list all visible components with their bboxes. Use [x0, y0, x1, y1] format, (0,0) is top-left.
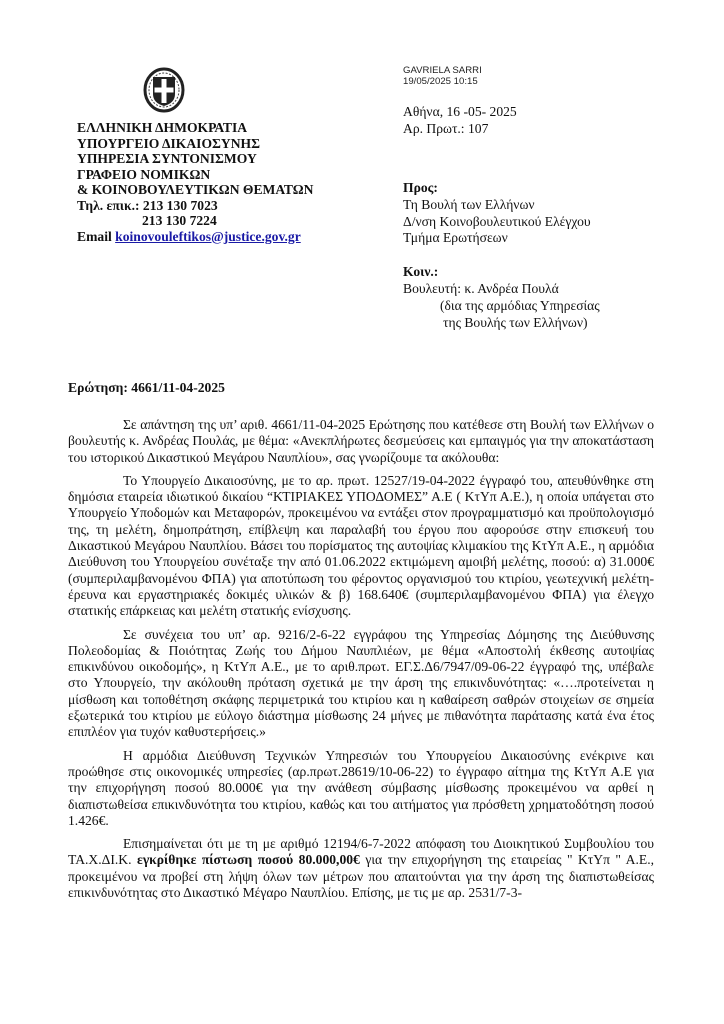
to-line: Τμήμα Ερωτήσεων	[403, 230, 508, 246]
org-line: ΥΠΗΡΕΣΙΑ ΣΥΝΤΟΝΙΣΜΟΥ	[77, 151, 257, 166]
email-line	[77, 229, 313, 245]
paragraph	[68, 836, 654, 901]
stamp-datetime: 19/05/2025 10:15	[403, 76, 478, 87]
paragraph: Σε συνέχεια του υπ’ αρ. 9216/2-6-22 εγγράφου της Υπηρεσίας Δόμησης της Διεύθυνσης Πολεοδομίας & Ποιότητας Ζωής του Δήμου Ναυπλιέων, με θέμα «Αποστολή έκθεσης αυτοψίας επικινδύνου οικοδομής», η ΚτΥπ Α.Ε., με το αριθ.πρωτ. ΕΓ.Σ.Δ6/7947/09-06-22 έγγραφό της, υπέβαλε στο Υπουργείο, την ακόλουθη πρόταση σχετικά με την άρση της επικινδυνότητας: «….προτείνεται η μίσθωση και τοποθέτηση σκάφης περιμετρικά του κτιρίου και η καθαίρεση σαθρών στοιχείων σε σημεία εξωτερικά του κτιρίου με εύλογο διάστημα μίσθωσης 24 μήνες με πιθανότητα παράτασης κατά ένα έτος επιπλέον για τυχόν καθυστερήσεις.»	[68, 626, 654, 740]
paragraph-text: Επισημαίνεται ότι με τη με αριθμό 12194/6-7-2022 απόφαση του Διοικητικού Συμβουλίου του ΤΑ.Χ.ΔΙ.Κ.	[68, 836, 654, 868]
issuing-authority	[77, 120, 313, 244]
org-line: ΥΠΟΥΡΓΕΙΟ ΔΙΚΑΙΟΣΥΝΗΣ	[77, 135, 261, 151]
cc-line: Βουλευτή: κ. Ανδρέα Πουλά	[403, 280, 559, 296]
question-title: Ερώτηση: 4661/11-04-2025	[68, 380, 225, 395]
org-line: ΓΡΑΦΕΙΟ ΝΟΜΙΚΩΝ	[77, 166, 211, 182]
paragraph-text: για την επιχορήγηση της εταιρείας " ΚτΥπ " Α.Ε., προκειμένου να προβεί στη λήψη όλων των μέτρων που απαιτούνται για την άρση της διαπιστωθείσας επικινδυνότητας στο Δικαστικό Μέγαρο Ναυπλίου. Επίσης, με τις με αρ. 2531/7-3-	[68, 852, 654, 901]
org-line: & ΚΟΙΝΟΒΟΥΛΕΥΤΙΚΩΝ ΘΕΜΑΤΩΝ	[77, 182, 314, 197]
greek-coat-of-arms-icon	[142, 66, 186, 114]
cc-label: Κοιν.:	[403, 264, 439, 280]
bold-emphasis: εγκρίθηκε πίστωση ποσού 80.000,00€	[137, 852, 360, 868]
cc-note: (δια της αρμόδιας Υπηρεσίας	[440, 297, 600, 313]
to-line: Δ/νση Κοινοβουλευτικού Ελέγχου	[403, 213, 591, 229]
phone-line-2: 213 130 7224	[142, 213, 217, 228]
document-body	[68, 417, 654, 908]
stamp-name: GAVRIELA SARRI	[403, 65, 482, 76]
date-block	[403, 104, 517, 137]
paragraph: Η αρμόδια Διεύθυνση Τεχνικών Υπηρεσιών του Υπουργείου Δικαιοσύνης ενέκρινε και προώθησε στις οικονομικές υπηρεσίες (αρ.πρωτ.28619/10-06-22) το έγγραφο αίτημα της ΚτΥπ Α.Ε για την επιχορήγηση ποσού 80.000€ για την ανάθεση σύμβασης μίσθωσης προκειμένου να αρθεί η διαπιστωθείσα επικινδυνότητα του κτιρίου, καθώς και του αιτήματος για πρόσθετη χρηματοδότηση ποσού 1.426€.	[68, 747, 654, 828]
to-line: Τη Βουλή των Ελλήνων	[403, 196, 535, 212]
paragraph: Σε απάντηση της υπ’ αριθ. 4661/11-04-2025 Ερώτησης που κατέθεσε στη Βουλή των Ελλήνων ο βουλευτής κ. Ανδρέας Πουλάς, με θέμα: «Ανεκπλήρωτες δεσμεύσεις και εμπαιγμός για την αποκατάσταση του ιστορικού Δικαστικού Μεγάρου Ναυπλίου», σας γνωρίζουμε τα ακόλουθα:	[68, 417, 654, 465]
to-label: Προς:	[403, 180, 438, 195]
paragraph: Το Υπουργείο Δικαιοσύνης, με το αρ. πρωτ. 12527/19-04-2022 έγγραφό του, απευθύνθηκε στη δημόσια εταιρεία ιδιωτικού δικαίου “ΚΤΙΡΙΑΚΕΣ ΥΠΟΔΟΜΕΣ” Α.Ε ( ΚτΥπ Α.Ε.), η οποία υπάγεται στο Υπουργείο Υποδομών και Μεταφορών, προκειμένου να εντάξει στον προγραμματισμό και προϋπολογισμό της, τη μελέτη, δημοπράτηση, επίβλεψη και παραλαβή του έργου που αφορούσε στην επισκευή του Δικαστικού Μεγάρου Ναυπλίου. Βάσει του πορίσματος της αυτοψίας κλιμακίου της ΚτΥπ Α.Ε., η αρμόδια Διεύθυνση του Υπουργείου συνέταξε την από 01.06.2022 εκτιμώμενη αμοιβή μελέτης, ποσού: α) 31.000€ (συμπεριλαμβανομένου ΦΠΑ) για αποτύπωση του φέροντος οργανισμού του κτιρίου, γεωτεχνική μελέτη-έρευνα και εργαστηριακές δοκιμές υλικών & β) 168.640€ (συμπεριλαμβανομένου ΦΠΑ) για έλεγχο στατικής επάρκειας και μελέτη στατικής ενίσχυσης.	[68, 472, 654, 619]
protocol-number: Αρ. Πρωτ.: 107	[403, 120, 489, 136]
cc-note: της Βουλής των Ελλήνων)	[443, 314, 588, 330]
email-label: Email	[77, 228, 116, 244]
email-link[interactable]: koinovouleftikos@justice.gov.gr	[115, 228, 301, 244]
org-line: ΕΛΛΗΝΙΚΗ ΔΗΜΟΚΡΑΤΙΑ	[77, 120, 248, 135]
recipients-block	[403, 180, 600, 331]
place-date: Αθήνα, 16 -05- 2025	[403, 104, 517, 119]
phone-line: Τηλ. επικ.: 213 130 7023	[77, 197, 218, 213]
signature-stamp	[403, 65, 482, 87]
